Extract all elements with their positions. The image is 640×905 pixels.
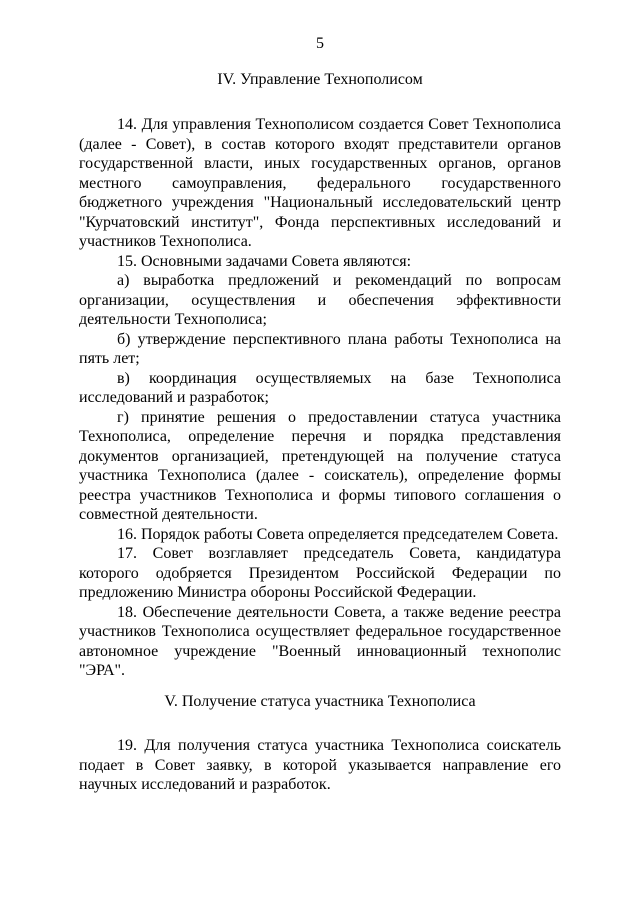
paragraph-19: 19. Для получения статуса участника Технополиса соискатель подает в Совет заявку, в которой указывается направление его научных исследований и разработок. xyxy=(79,737,561,793)
section-iv-heading: IV. Управление Технополисом xyxy=(217,71,423,88)
paragraph-18: 18. Обеспечение деятельности Совета, а также ведение реестра участников Технополиса осуществляет федеральное государственное автономное учреждение "Военный инновационный технополис "ЭРА". xyxy=(79,603,561,679)
paragraph-14: 14. Для управления Технополисом создается Совет Технополиса (далее - Совет), в состав которого входят представители органов государственной власти, иных государственных органов, органов местного самоуправления, федерального государственного бюджетного учреждения "Национальный исследовательский центр "Курчатовский институт", Фонда перспективных исследований и участников Технополиса. xyxy=(79,116,561,250)
page-number: 5 xyxy=(316,35,324,52)
paragraph-15-b: б) утверждение перспективного плана работы Технополиса на пять лет; xyxy=(79,330,561,367)
paragraph-15-g: г) принятие решения о предоставлении статуса участника Технополиса, определение перечня и порядка представления документов организацией, претендующей на получение статуса участника Технополиса (далее - соискатель), определение формы реестра участников Технополиса и формы типового соглашения о совместной деятельности. xyxy=(79,408,561,523)
paragraph-15-a: а) выработка предложений и рекомендаций по вопросам организации, осуществления и обеспечения эффективности деятельности Технополиса; xyxy=(79,272,561,328)
paragraph-15-v: в) координация осуществляемых на базе Технополиса исследований и разработок; xyxy=(79,369,561,406)
paragraph-16: 16. Порядок работы Совета определяется председателем Совета. xyxy=(117,525,559,543)
paragraph-17: 17. Совет возглавляет председатель Совета, кандидатура которого одобряется Президентом Российской Федерации по предложению Министра обороны Российской Федерации. xyxy=(79,545,561,601)
section-v-body xyxy=(79,736,561,795)
section-iv-body xyxy=(79,115,561,681)
section-v-heading: V. Получение статуса участника Технополиса xyxy=(164,693,476,710)
paragraph-15: 15. Основными задачами Совета являются: xyxy=(117,252,412,270)
